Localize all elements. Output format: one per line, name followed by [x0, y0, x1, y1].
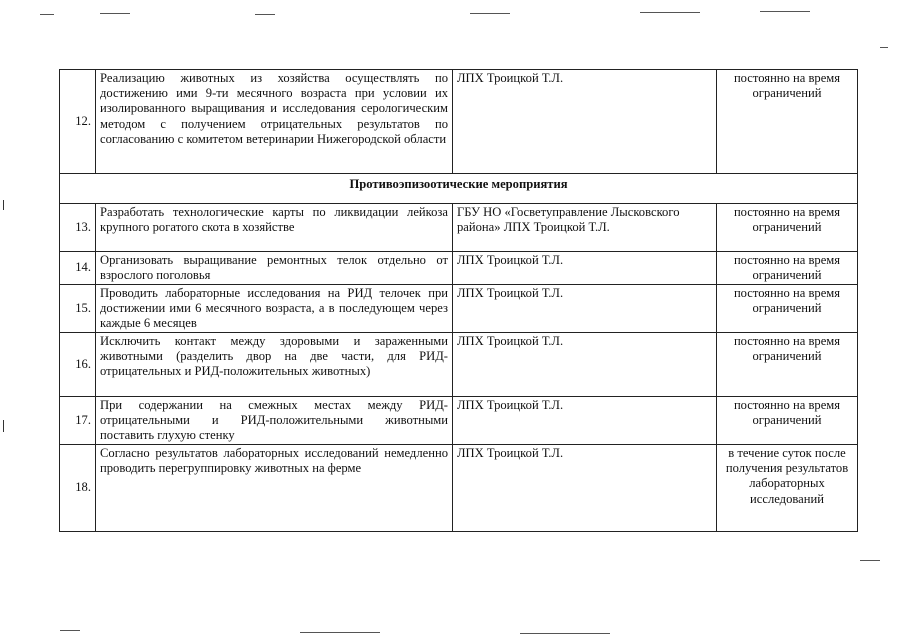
measures-table: [59, 69, 858, 532]
scan-artifact: [40, 14, 54, 15]
scan-artifact: [640, 12, 700, 13]
table-row: [60, 204, 858, 252]
row-action: При содержании на смежных местах между РИД-отрицательными и РИД-положительными животными поставить глухую стенку: [96, 397, 453, 445]
scan-artifact: [470, 13, 510, 14]
row-responsible: ГБУ НО «Госветуправление Лысковского района» ЛПХ Троицкой Т.Л.: [453, 204, 717, 252]
table-row: [60, 333, 858, 397]
scan-artifact: [3, 200, 4, 210]
row-responsible: ЛПХ Троицкой Т.Л.: [453, 252, 717, 285]
scan-artifact: [760, 11, 810, 12]
row-responsible: ЛПХ Троицкой Т.Л.: [453, 397, 717, 445]
row-action: Реализацию животных из хозяйства осуществлять по достижению ими 9-ти месячного возраста при условии их изолированного выращивания и исследования серологическим методом с получением отрицательных результатов по согласованию с комитетом ветеринарии Нижегородской области: [96, 70, 453, 174]
scan-artifact: [60, 630, 80, 631]
scan-artifact: [520, 633, 610, 634]
row-term: постоянно на время ограничений: [717, 285, 858, 333]
row-number: 18.: [60, 445, 96, 532]
row-term: постоянно на время ограничений: [717, 204, 858, 252]
table-row: [60, 445, 858, 532]
row-term: постоянно на время ограничений: [717, 397, 858, 445]
scan-artifact: [100, 13, 130, 14]
section-title: Противоэпизоотические мероприятия: [60, 174, 858, 204]
row-action: Разработать технологические карты по ликвидации лейкоза крупного рогатого скота в хозяйстве: [96, 204, 453, 252]
scan-artifact: [3, 420, 4, 432]
row-term: постоянно на время ограничений: [717, 70, 858, 174]
scan-artifact: [880, 47, 888, 48]
row-term: постоянно на время ограничений: [717, 252, 858, 285]
table-row: [60, 285, 858, 333]
section-header-row: [60, 174, 858, 204]
row-number: 13.: [60, 204, 96, 252]
scan-artifact: [860, 560, 880, 561]
row-number: 16.: [60, 333, 96, 397]
row-action: Организовать выращивание ремонтных телок отдельно от взрослого поголовья: [96, 252, 453, 285]
row-number: 17.: [60, 397, 96, 445]
scan-artifact: [255, 14, 275, 15]
scan-artifact: [300, 632, 380, 633]
table-row: [60, 252, 858, 285]
row-number: 15.: [60, 285, 96, 333]
row-action: Исключить контакт между здоровыми и зараженными животными (разделить двор на две части, для РИД-отрицательных и РИД-положительных животных): [96, 333, 453, 397]
table-row: [60, 70, 858, 174]
row-responsible: ЛПХ Троицкой Т.Л.: [453, 333, 717, 397]
row-term: в течение суток после получения результатов лабораторных исследований: [717, 445, 858, 532]
row-term: постоянно на время ограничений: [717, 333, 858, 397]
row-action: Согласно результатов лабораторных исследований немедленно проводить перегруппировку животных на ферме: [96, 445, 453, 532]
row-number: 12.: [60, 70, 96, 174]
table-row: [60, 397, 858, 445]
row-number: 14.: [60, 252, 96, 285]
row-responsible: ЛПХ Троицкой Т.Л.: [453, 445, 717, 532]
row-responsible: ЛПХ Троицкой Т.Л.: [453, 70, 717, 174]
row-responsible: ЛПХ Троицкой Т.Л.: [453, 285, 717, 333]
row-action: Проводить лабораторные исследования на РИД телочек при достижении ими 6 месячного возраста, а в последующем через каждые 6 месяцев: [96, 285, 453, 333]
